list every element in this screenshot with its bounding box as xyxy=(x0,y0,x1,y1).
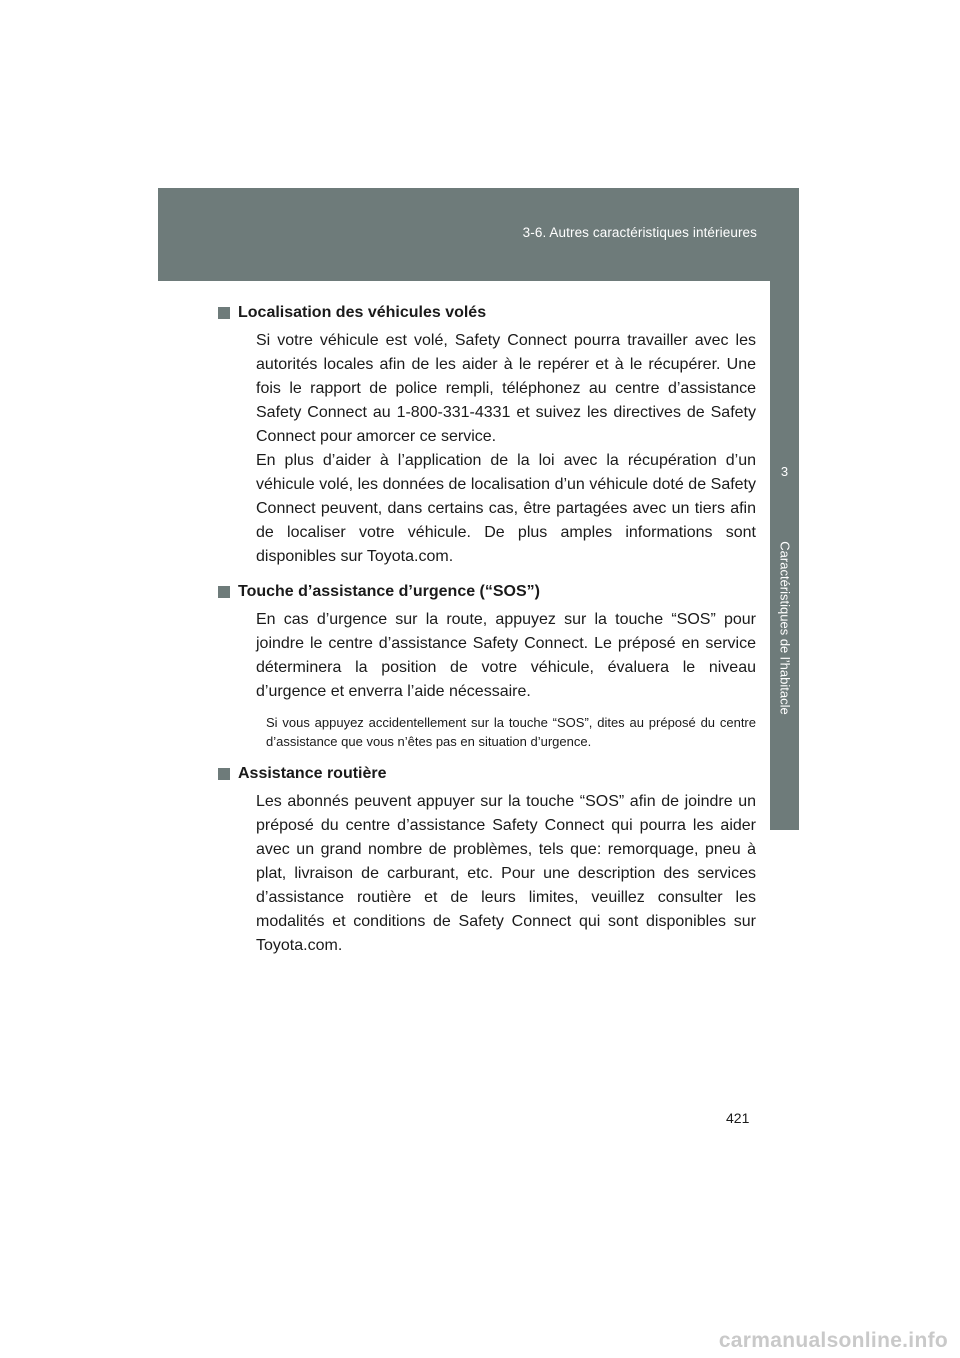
chapter-label: Caractéristiques de l’habitacle xyxy=(777,541,792,715)
chapter-side-tab xyxy=(770,252,799,830)
square-bullet-icon xyxy=(218,307,230,319)
section-heading-text: Touche d’assistance d’urgence (“SOS”) xyxy=(238,583,540,600)
header-band xyxy=(158,188,799,281)
paragraph: En plus d’aider à l’application de la loi avec la récupération d’un véhicule volé, les données de localisation d’un véhicule doté de Safety Connect peuvent, dans certains cas, être partagées avec un tiers afin de localiser votre véhicule. De plus amples informations sont disponibles sur Toyota.com. xyxy=(256,452,756,565)
chapter-number: 3 xyxy=(780,464,789,479)
paragraph: Si votre véhicule est volé, Safety Connect pourra travailler avec les autorités locales afin de les aider à le repérer et à le récupérer. Une fois le rapport de police rempli, téléphonez au centre d’assistance Safety Connect au 1-800-331-4331 et suivez les directives de Safety Connect pour amorcer ce service. xyxy=(256,332,756,445)
square-bullet-icon xyxy=(218,768,230,780)
section-heading xyxy=(238,581,756,603)
page-content xyxy=(238,302,756,970)
chapter-title: 3-6. Autres caractéristiques intérieures xyxy=(522,225,757,240)
square-bullet-icon xyxy=(218,586,230,598)
section-roadside-assistance xyxy=(238,763,756,958)
note: Si vous appuyez accidentellement sur la touche “SOS”, dites au préposé du centre d’assistance que vous n’êtes pas en situation d’urgence. xyxy=(266,715,756,749)
section-stolen-vehicle xyxy=(238,302,756,569)
section-heading xyxy=(238,302,756,324)
section-heading-text: Localisation des véhicules volés xyxy=(238,304,487,321)
paragraph: En cas d’urgence sur la route, appuyez sur la touche “SOS” pour joindre le centre d’assistance Safety Connect. Le préposé en service déterminera la position de votre véhicule, évaluera le niveau d’urgence et enverra l’aide nécessaire. xyxy=(256,611,756,700)
page-number: 421 xyxy=(726,1110,750,1126)
section-sos-button xyxy=(238,581,756,751)
section-heading-text: Assistance routière xyxy=(238,765,387,782)
paragraph: Les abonnés peuvent appuyer sur la touche “SOS” afin de joindre un préposé du centre d’assistance Safety Connect qui pourra les aider avec un grand nombre de problèmes, tels que: remorquage, pneu à plat, livraison de carburant, etc. Pour une description des services d’assistance routière et de leurs limites, veuillez consulter les modalités et conditions de Safety Connect qui sont disponibles sur Toyota.com. xyxy=(256,793,756,954)
section-heading xyxy=(238,763,756,785)
watermark: carmanualsonline.info xyxy=(718,1329,948,1352)
